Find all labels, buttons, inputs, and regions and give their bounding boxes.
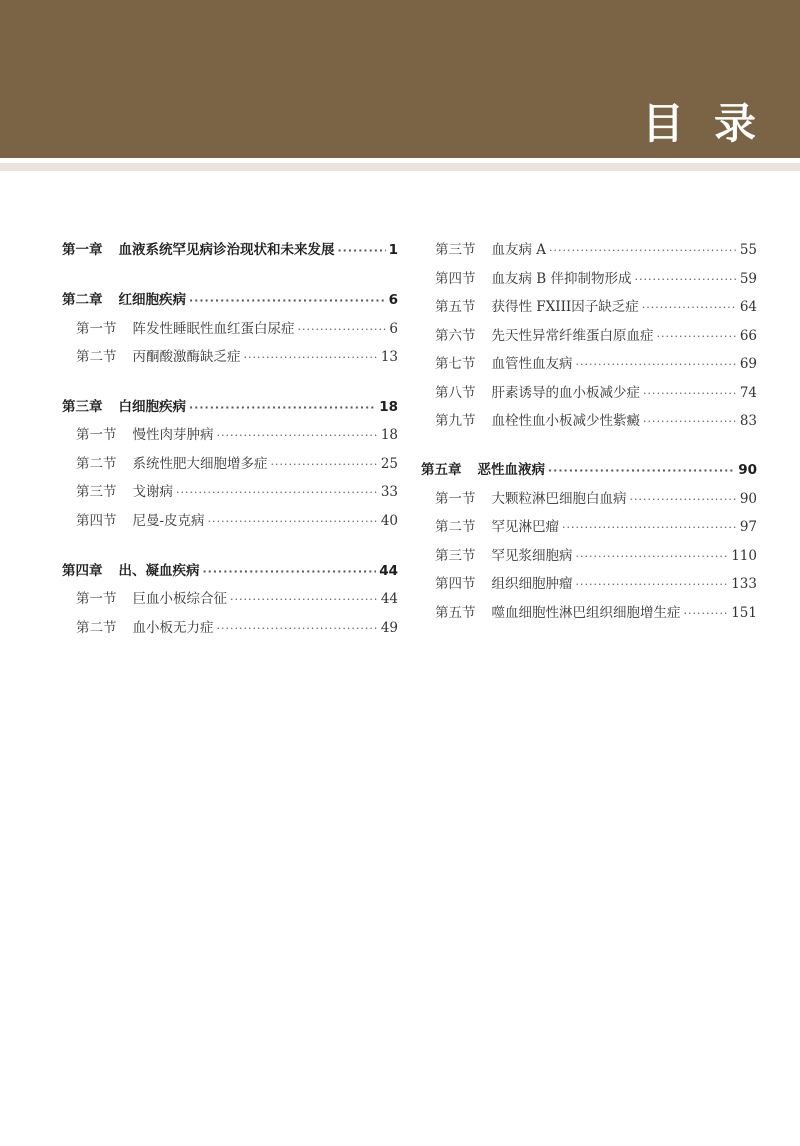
toc-dot-leader — [562, 516, 737, 540]
toc-entry-title: 丙酮酸激酶缺乏症 — [132, 349, 241, 365]
toc-entry-title: 白细胞疾病 — [118, 399, 186, 415]
toc-page-number: 25 — [380, 456, 398, 472]
toc-page-number: 74 — [739, 385, 757, 401]
toc-page-number: 90 — [738, 462, 757, 478]
toc-entry-number: 第五节 — [435, 299, 476, 315]
toc-entry-title: 组织细胞肿瘤 — [491, 576, 573, 592]
toc-entry-title: 血小板无力症 — [132, 620, 214, 636]
toc-entry-title: 血友病 A — [491, 242, 547, 258]
toc-entry-number: 第一节 — [76, 591, 117, 607]
toc-entry-number: 第三节 — [76, 484, 117, 500]
toc-page-number: 151 — [731, 605, 757, 621]
toc-dot-leader — [217, 617, 378, 641]
toc-page-number: 13 — [380, 349, 398, 365]
toc-entry-title: 获得性 FXIII因子缺乏症 — [491, 299, 639, 315]
toc-page-number: 66 — [739, 328, 757, 344]
toc-page-number: 44 — [379, 563, 398, 579]
toc-entry-title: 大颗粒淋巴细胞白血病 — [491, 491, 627, 507]
toc-entry-number: 第二节 — [435, 519, 476, 535]
toc-entry-number: 第四节 — [435, 576, 476, 592]
toc-dot-leader — [657, 325, 737, 349]
toc-entry-title: 血管性血友病 — [491, 356, 573, 372]
toc-page-number: 44 — [380, 591, 398, 607]
toc-entry-number: 第二节 — [76, 620, 117, 636]
toc-entry-title: 血液系统罕见病诊治现状和未来发展 — [118, 242, 335, 258]
toc-section-entry[interactable] — [421, 381, 757, 405]
toc-entry-number: 第一节 — [76, 427, 117, 443]
toc-entry-title: 阵发性睡眠性血红蛋白尿症 — [132, 321, 295, 337]
toc-entry-title: 噬血细胞性淋巴组织细胞增生症 — [491, 605, 681, 621]
toc-page-number: 69 — [739, 356, 757, 372]
toc-dot-leader — [203, 560, 377, 584]
toc-section-entry[interactable] — [62, 480, 398, 504]
toc-dot-leader — [576, 353, 737, 377]
toc-section-entry[interactable] — [62, 616, 398, 640]
toc-entry-number: 第四章 — [62, 563, 103, 579]
toc-section-entry[interactable] — [421, 544, 757, 568]
toc-page-number: 1 — [388, 242, 398, 258]
toc-section-entry[interactable] — [62, 587, 398, 611]
toc-entry-number: 第四节 — [435, 271, 476, 287]
toc-dot-leader — [271, 453, 378, 477]
toc-section-entry[interactable] — [421, 515, 757, 539]
toc-entry-number: 第三章 — [62, 399, 103, 415]
toc-section-entry[interactable] — [421, 352, 757, 376]
toc-dot-leader — [643, 410, 737, 434]
toc-entry-number: 第二节 — [76, 456, 117, 472]
toc-page-number: 18 — [380, 427, 398, 443]
toc-dot-leader — [576, 573, 729, 597]
toc-entry-number: 第一节 — [435, 491, 476, 507]
toc-dot-leader — [189, 289, 386, 313]
toc-entry-number: 第四节 — [76, 513, 117, 529]
toc-section-entry[interactable] — [421, 295, 757, 319]
toc-dot-leader — [189, 396, 376, 420]
toc-section-entry[interactable] — [421, 487, 757, 511]
toc-entry-title: 罕见浆细胞病 — [491, 548, 573, 564]
toc-entry-title: 罕见淋巴瘤 — [491, 519, 559, 535]
toc-entry-number: 第七节 — [435, 356, 476, 372]
toc-dot-leader — [298, 318, 387, 342]
toc-entry-title: 出、凝血疾病 — [118, 563, 200, 579]
toc-page-number: 59 — [739, 271, 757, 287]
toc-entry-title: 系统性肥大细胞增多症 — [132, 456, 268, 472]
toc-entry-number: 第五节 — [435, 605, 476, 621]
toc-page-number: 55 — [739, 242, 757, 258]
toc-dot-leader — [635, 268, 737, 292]
header-banner — [0, 0, 800, 158]
toc-entry-title: 红细胞疾病 — [118, 292, 186, 308]
toc-entry-number: 第八节 — [435, 385, 476, 401]
toc-section-entry[interactable] — [62, 423, 398, 447]
toc-section-entry[interactable] — [62, 317, 398, 341]
toc-dot-leader — [217, 424, 378, 448]
toc-entry-title: 尼曼-皮克病 — [132, 513, 205, 529]
toc-dot-leader — [548, 459, 735, 483]
toc-page-number: 18 — [379, 399, 398, 415]
toc-chapter-entry[interactable] — [421, 458, 757, 482]
toc-section-entry[interactable] — [421, 601, 757, 625]
toc-dot-leader — [643, 382, 737, 406]
toc-entry-number: 第三节 — [435, 548, 476, 564]
toc-entry-number: 第一章 — [62, 242, 103, 258]
toc-entry-number: 第五章 — [421, 462, 462, 478]
toc-section-entry[interactable] — [62, 452, 398, 476]
toc-page-number: 33 — [380, 484, 398, 500]
toc-chapter-entry[interactable] — [62, 288, 398, 312]
toc-entry-number: 第二节 — [76, 349, 117, 365]
toc-section-entry[interactable] — [421, 324, 757, 348]
toc-page-number: 97 — [739, 519, 757, 535]
toc-page-number: 64 — [739, 299, 757, 315]
banner-stripe — [0, 163, 800, 171]
toc-entry-number: 第二章 — [62, 292, 103, 308]
toc-dot-leader — [684, 602, 729, 626]
toc-entry-title: 巨血小板综合征 — [132, 591, 227, 607]
toc-dot-leader — [208, 510, 378, 534]
toc-section-entry[interactable] — [62, 509, 398, 533]
toc-entry-title: 先天性异常纤维蛋白原血症 — [491, 328, 654, 344]
toc-dot-leader — [630, 488, 737, 512]
toc-entry-title: 血友病 B 伴抑制物形成 — [491, 271, 632, 287]
toc-dot-leader — [549, 239, 737, 263]
toc-page-number: 110 — [731, 548, 757, 564]
toc-chapter-entry[interactable] — [62, 559, 398, 583]
toc-dot-leader — [176, 481, 378, 505]
toc-section-entry[interactable] — [421, 267, 757, 291]
toc-dot-leader — [338, 239, 386, 263]
toc-entry-number: 第六节 — [435, 328, 476, 344]
toc-chapter-entry[interactable] — [62, 395, 398, 419]
toc-entry-title: 肝素诱导的血小板减少症 — [491, 385, 640, 401]
toc-section-entry[interactable] — [421, 572, 757, 596]
toc-dot-leader — [642, 296, 737, 320]
toc-entry-title: 慢性肉芽肿病 — [132, 427, 214, 443]
toc-page-number: 83 — [739, 413, 757, 429]
toc-entry-number: 第九节 — [435, 413, 476, 429]
toc-section-entry[interactable] — [62, 345, 398, 369]
toc-entry-number: 第一节 — [76, 321, 117, 337]
toc-page-number: 6 — [388, 292, 398, 308]
toc-section-entry[interactable] — [421, 238, 757, 262]
toc-page-number: 6 — [389, 321, 398, 337]
toc-chapter-entry[interactable] — [62, 238, 398, 262]
toc-section-entry[interactable] — [421, 409, 757, 433]
toc-dot-leader — [576, 545, 729, 569]
toc-page-number: 49 — [380, 620, 398, 636]
toc-entry-title: 血栓性血小板减少性紫癜 — [491, 413, 640, 429]
toc-entry-title: 恶性血液病 — [477, 462, 545, 478]
toc-entry-number: 第三节 — [435, 242, 476, 258]
page-title: 目录 — [641, 99, 786, 148]
toc-page-number: 90 — [739, 491, 757, 507]
toc-page-number: 40 — [380, 513, 398, 529]
toc-entry-title: 戈谢病 — [132, 484, 173, 500]
toc-dot-leader — [230, 588, 378, 612]
toc-dot-leader — [244, 346, 378, 370]
toc-page-number: 133 — [731, 576, 757, 592]
